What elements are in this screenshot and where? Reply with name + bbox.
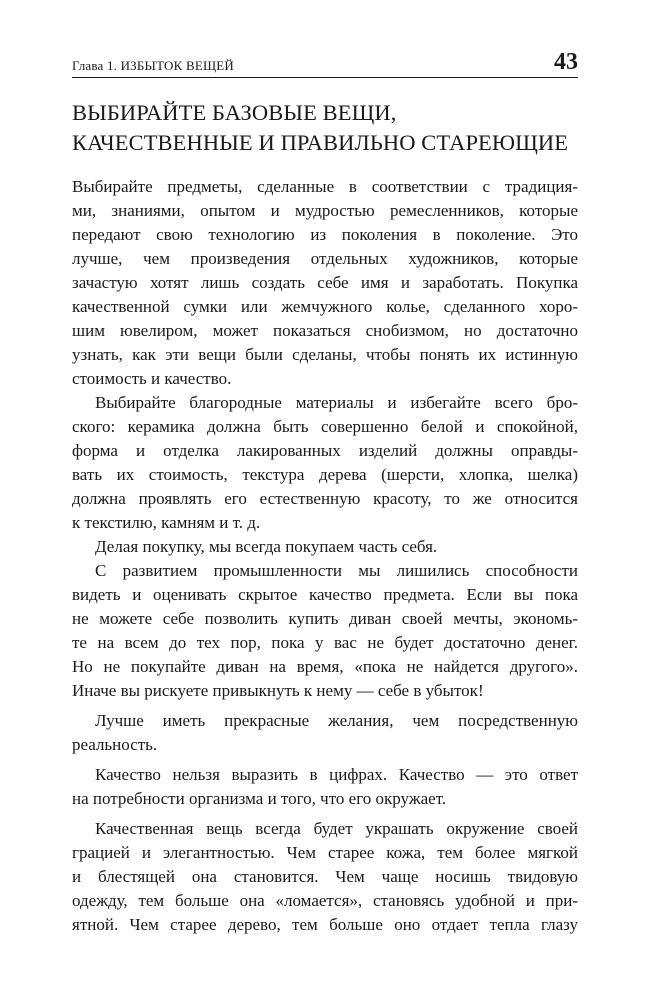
text-line: и блестящей она становится. Чем чаще носишь твидовую <box>72 867 578 886</box>
text-line: Делая покупку, мы всегда покупаем часть себя. <box>95 537 438 556</box>
text-line: качественной сумки или жемчужного колье, сделанного хоро- <box>72 297 578 316</box>
text-line: ми, знаниями, опытом и мудростью ремесленников, которые <box>72 201 578 220</box>
paragraph <box>72 391 578 535</box>
running-head <box>72 49 578 78</box>
text-line: узнать, как эти вещи были сделаны, чтобы понять их истинную <box>72 345 578 364</box>
paragraph <box>72 817 578 937</box>
text-line: Но не покупайте диван на время, «пока не найдется другого». <box>72 657 578 676</box>
section-title <box>72 98 578 158</box>
section-title-line: ВЫБИРАЙТЕ БАЗОВЫЕ ВЕЩИ, <box>72 100 397 125</box>
text-line: шим ювелиром, может показаться снобизмом, но достаточно <box>72 321 578 340</box>
paragraph <box>72 175 578 391</box>
text-line: одежду, тем больше она «ломается», становясь удобной и при- <box>72 891 578 910</box>
text-line: не можете себе позволить купить диван своей мечты, экономь- <box>72 609 578 628</box>
text-line: те на всем до тех пор, пока у вас не будет достаточно денег. <box>72 633 578 652</box>
header-rule <box>72 77 578 78</box>
text-line: Иначе вы рискуете привыкнуть к нему — себе в убыток! <box>72 681 484 700</box>
text-line: должна проявлять его естественную красоту, то же относится <box>72 489 578 508</box>
paragraph <box>72 763 578 811</box>
text-line: Лучше иметь прекрасные желания, чем посредственную <box>95 711 578 730</box>
text-line: грацией и элегантностью. Чем старее кожа, тем более мягкой <box>72 843 578 862</box>
text-line: к текстилю, камням и т. д. <box>72 513 261 532</box>
text-line: Качество нельзя выразить в цифрах. Качество — это ответ <box>95 765 578 784</box>
paragraph <box>72 535 578 559</box>
paragraph <box>72 559 578 703</box>
text-line: Выбирайте предметы, сделанные в соответствии с традиция- <box>72 177 578 196</box>
text-line: Выбирайте благородные материалы и избегайте всего бро- <box>95 393 578 412</box>
text-line: передают свою технологию из поколения в поколение. Это <box>72 225 578 244</box>
text-line: С развитием промышленности мы лишились способности <box>95 561 578 580</box>
text-line: реальность. <box>72 735 158 754</box>
text-line: вать их стоимость, текстура дерева (шерсти, хлопка, шелка) <box>72 465 578 484</box>
text-line: лучше, чем произведения отдельных художников, которые <box>72 249 578 268</box>
text-line: зачастую хотят лишь создать себе имя и заработать. Покупка <box>72 273 578 292</box>
paragraph <box>72 709 578 757</box>
text-line: ятной. Чем старее дерево, тем больше оно отдает тепла глазу <box>72 915 578 934</box>
text-line: ского: керамика должна быть совершенно белой и спокойной, <box>72 417 578 436</box>
body-text <box>72 175 578 937</box>
chapter-title: Глава 1. ИЗБЫТОК ВЕЩЕЙ <box>72 58 235 73</box>
text-line: на потребности организма и того, что его окружает. <box>72 789 447 808</box>
page-number: 43 <box>554 49 578 75</box>
text-line: Качественная вещь всегда будет украшать окружение своей <box>95 819 578 838</box>
text-line: стоимость и качество. <box>72 369 232 388</box>
text-line: видеть и оценивать скрытое качество предмета. Если вы пока <box>72 585 578 604</box>
section-title-line: КАЧЕСТВЕННЫЕ И ПРАВИЛЬНО СТАРЕЮЩИЕ <box>72 130 569 155</box>
text-line: форма и отделка лакированных изделий должны оправды- <box>72 441 578 460</box>
